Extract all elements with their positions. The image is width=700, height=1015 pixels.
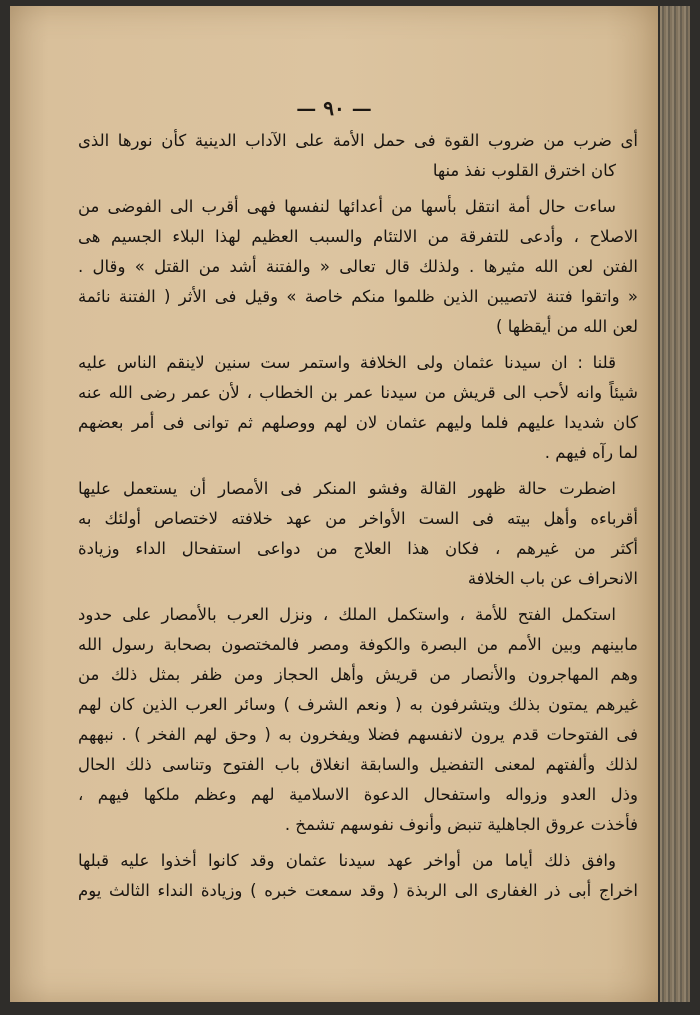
paragraph [78,846,638,906]
book-page-edges [660,6,690,1002]
text-line: كان اخترق القلوب نفذ منها [432,161,616,180]
paragraph [78,348,638,468]
text-line: وذل العدو وزواله واستفحال الدعوة الاسلامية لهم وعظم ملكها فيهم ، [78,785,638,804]
text-line: غيرهم يمتون بذلك ويتشرفون به ( ونعم الشرف ) وسائر العرب الذين كان لهم [78,695,638,714]
text-line: الفتن لعن الله مثيرها . ولذلك قال تعالى « والفتنة أشد من القتل » وقال . [78,257,638,276]
text-line: قلنا : ان سيدنا عثمان ولى الخلافة واستمر ست سنين لاينقم الناس عليه [78,353,616,372]
text-line: لذلك وألفتهم لمعنى التفضيل والسابقة انغلاق باب الفتوح وتناسى ذلك الحال [78,755,638,774]
paragraph [78,126,638,186]
text-line: أكثر من غيرهم ، فكان هذا العلاج من دواعى استفحال الداء وزيادة [78,539,638,558]
text-line: الانحراف عن باب الخلافة [467,569,638,588]
text-line: استكمل الفتح للأمة ، واستكمل الملك ، ونزل العرب بالأمصار على حدود [78,605,616,624]
paragraph [78,474,638,594]
paragraph [78,192,638,342]
text-line: ساءت حال أمة انتقل بأسها من أعدائها لنفسها فهى أقرب الى الفوضى من [78,197,616,216]
page-number: — ٩٠ — [296,96,372,120]
text-line: لما رآه فيهم . [544,443,638,462]
text-line: اضطرت حالة ظهور القالة وفشو المنكر فى الأمصار أن يستعمل عليها [78,479,616,498]
text-line: شيئاً وانه لأحب الى قريش من سيدنا عمر بن الخطاب ، لأن عمر رضى الله عنه [78,383,638,402]
text-line: أى ضرب من ضروب القوة فى حمل الأمة على الآداب الدينية كأن نورها الذى [78,131,638,150]
text-line: لعن الله من أيقظها ) [496,317,638,336]
text-line: أقرباءه وأهل بيته فى الست الأواخر من عهد خلافته لاختصاص أولئك به [78,509,638,528]
body-text [78,126,638,906]
text-line: فأخذت عروق الجاهلية تنبض وأنوف نفوسهم تشمخ . [284,815,638,834]
text-line: فى الفتوحات قدم يرون لانفسهم فضلا ويفخرون به ( وحق لهم الفخر ) . نبههم [78,725,638,744]
text-line: « واتقوا فتنة لاتصيبن الذين ظلموا منكم خاصة » وقيل فى الأثر ( الفتنة نائمة [78,287,638,306]
paragraph [78,600,638,840]
text-line: اخراج أبى ذر الغفارى الى الربذة ( وقد سمعت خبره ) وزيادة النداء الثالث يوم [78,881,638,900]
text-line: كان شديدا عليهم فلما وليهم عثمان لان لهم ووصلهم ثم توانى فى أمر بعضهم [78,413,638,432]
text-line: وافق ذلك أياما من أواخر عهد سيدنا عثمان وقد كانوا أخذوا عليه قبلها [78,851,616,870]
text-line: الاصلاح ، وأدعى للتفرقة من الالتئام والسبب العظيم لهذا البلاء الجسيم هى [78,227,638,246]
text-line: مابينهم وبين الأمم من البصرة والكوفة ومصر فالمختصون بصحابة رسول الله [78,635,638,654]
text-line: وهم المهاجرون والأنصار من قريش وأهل الحجاز ومن ظفر بمثل ذلك من [78,665,638,684]
book-page [10,6,658,1002]
